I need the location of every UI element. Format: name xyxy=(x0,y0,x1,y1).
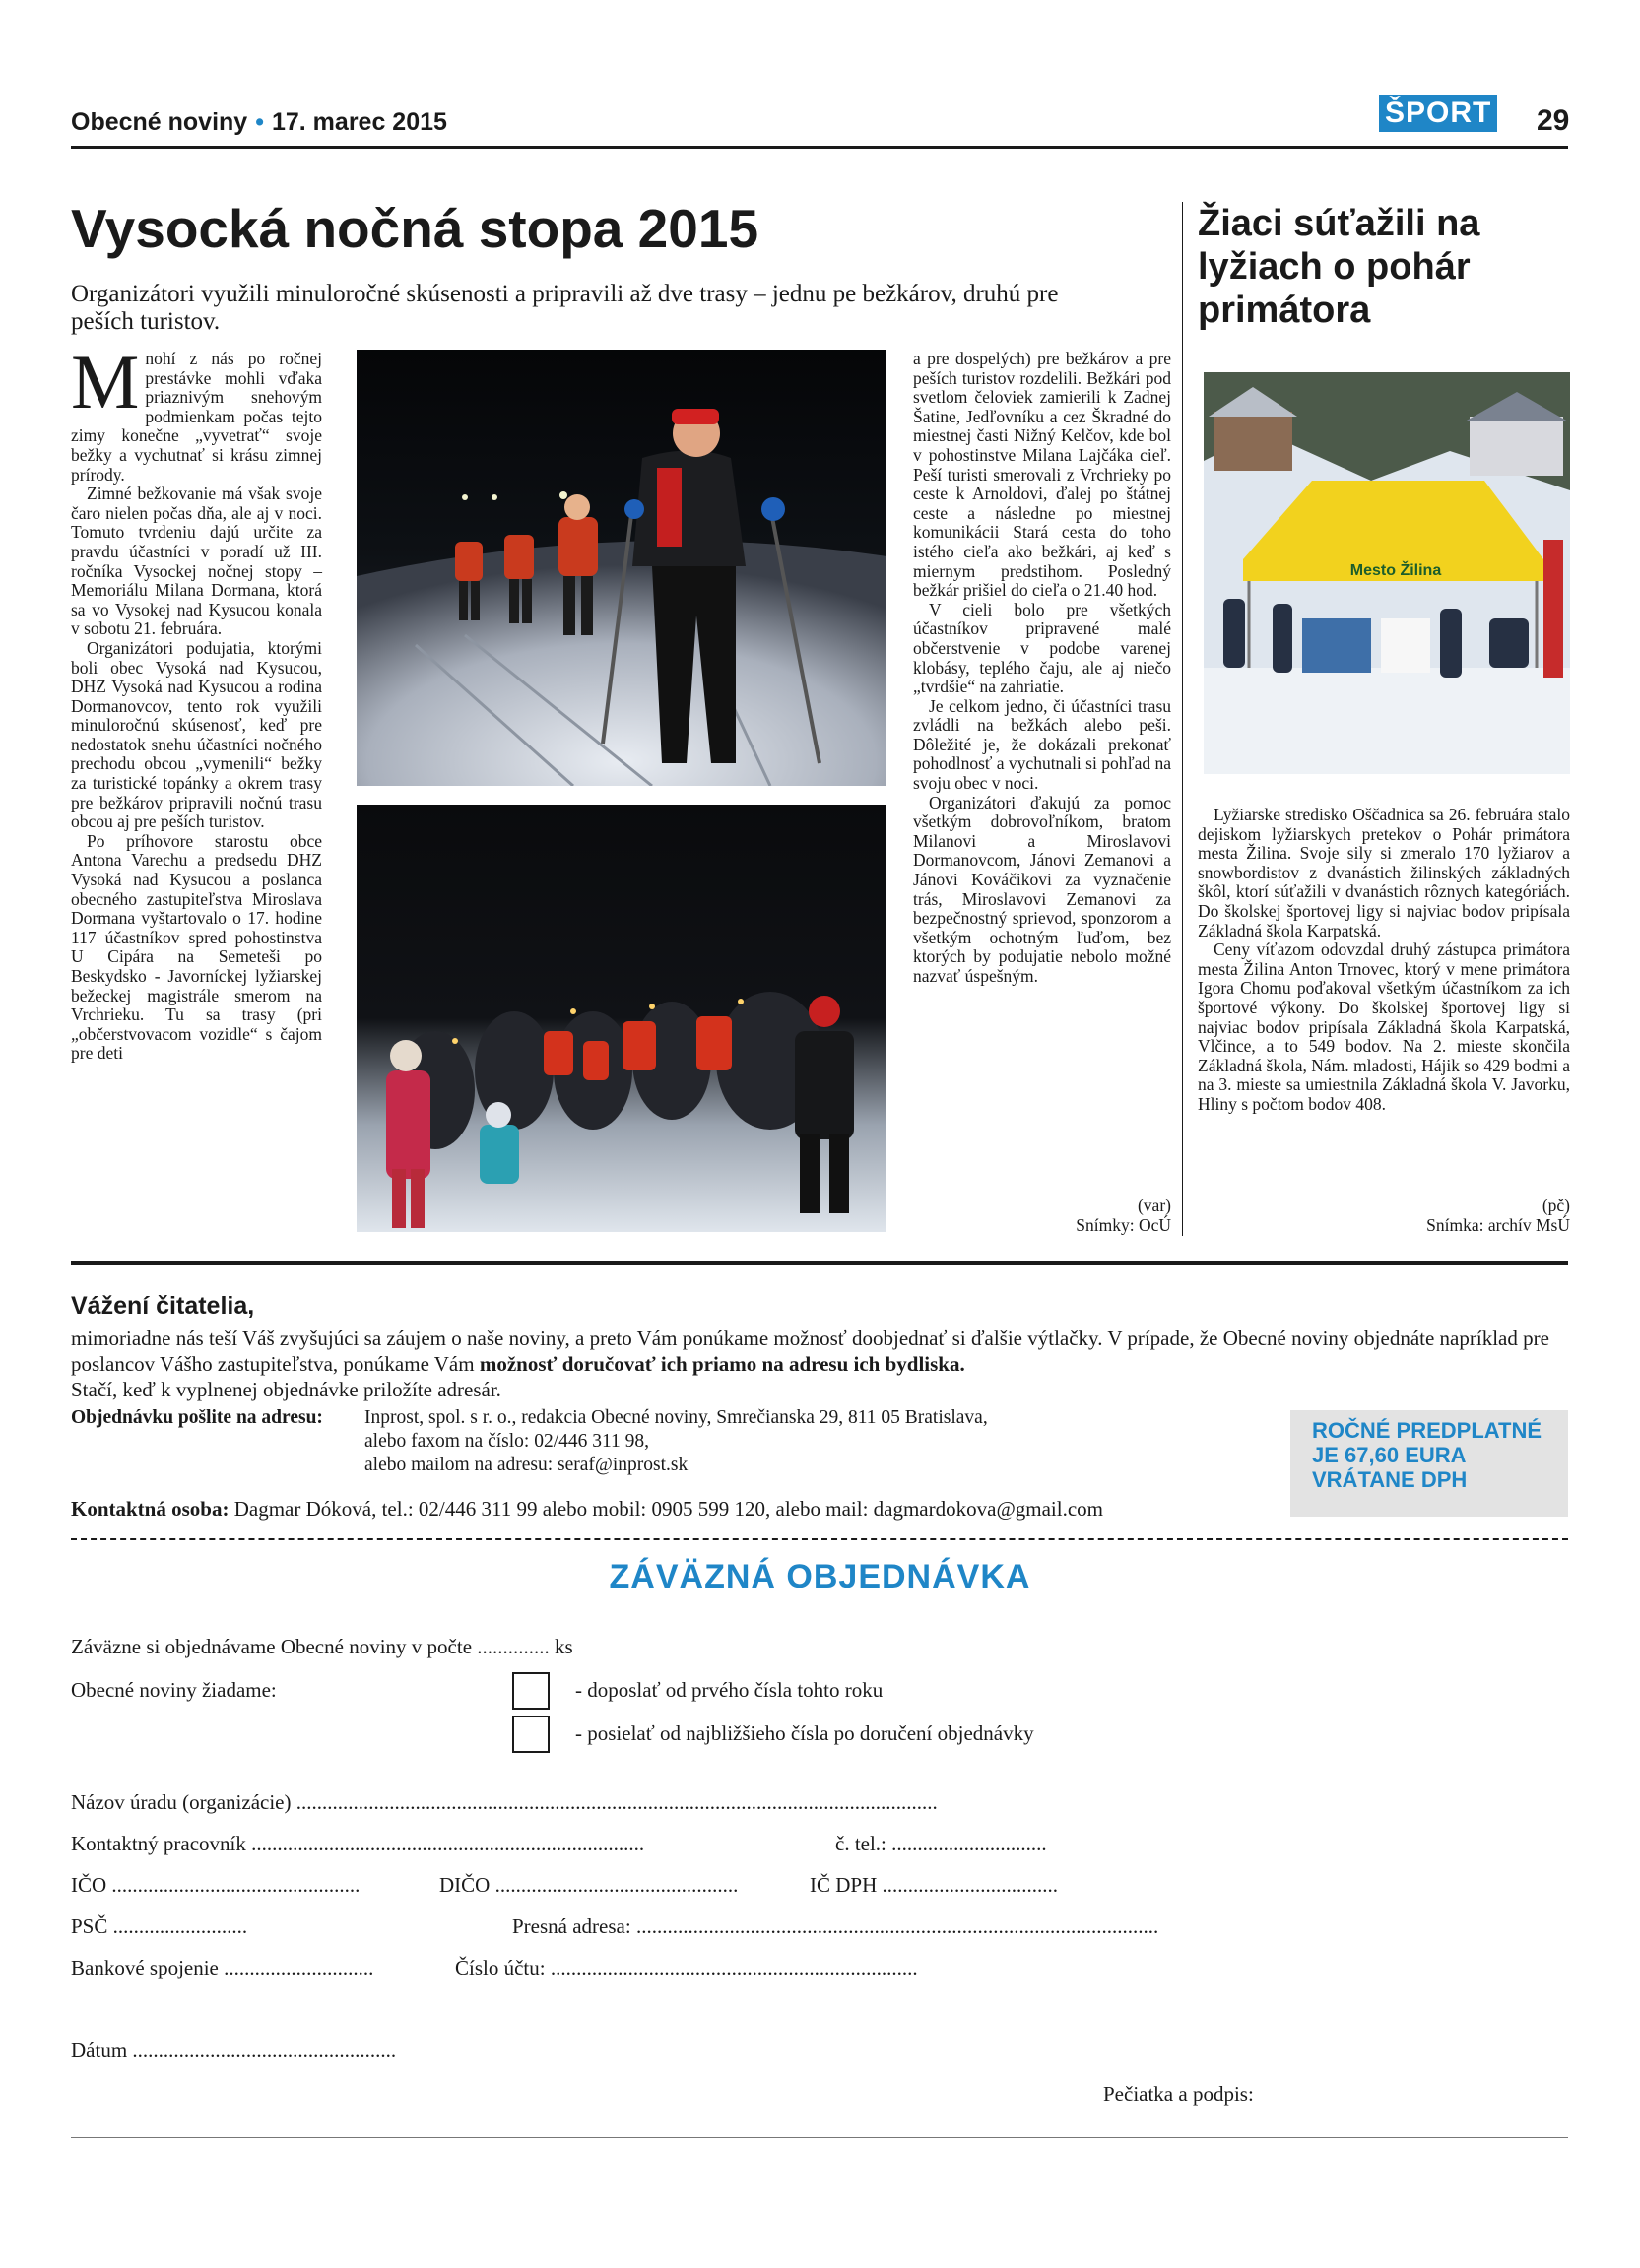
option-label-next-issue: - posielať od najbližšieho čísla po doručení objednávky xyxy=(575,1721,1034,1745)
paragraph: a pre dospelých) pre bežkárov a pre peších turistov rozdelili. Bežkári pod svetlom čeloviek zamierili k Zadnej Šatine, Jedľovníku a cez Škradné do miestnej časti Nižný Kelčov, kde bol v pohostinstve Milana Lajčáka cieľ. Peší turisti smerovali z Vrchrieky po ceste k Arnoldovi, ďalej po štátnej ceste a následne po miestnej komunikácii Stará cesta do toho istého cieľa ako bežkári, aj keď s miernym predstihom. Posledný bežkár prišiel do cieľa o 21.40 hod. xyxy=(913,349,1171,601)
issue-date: 17. marec 2015 xyxy=(271,108,447,136)
office-name-field[interactable]: Názov úradu (organizácie) ............................................................................................................................ xyxy=(71,1790,938,1814)
bottom-rule xyxy=(71,2137,1568,2138)
paragraph: Zimné bežkovanie má však svoje čaro nielen počas dňa, ale aj v noci. Tomuto tvrdeniu dajú určite za pravdu účastníci v poradí už III. ročníka Vysockej nočnej stopy – Memoriálu Milana Dormana, ktorá sa vo Vysokej nad Kysucou konala v sobotu 21. februára. xyxy=(71,484,322,639)
photo-credit: Snímky: OcÚ xyxy=(1076,1215,1171,1235)
separator: • xyxy=(255,108,264,136)
subscription-text: mimoriadne nás teší Váš zvyšujúci sa záujem o naše noviny, a preto Vám ponúkame možnosť doobjednať si ďalšie výtlačky. V prípade, že Obecné noviny objednáte napríklad pre poslancov Vášho zastupiteľstva, ponúkame Vám možnosť doručovať ich priamo na adresu ich bydliska. Stačí, keď k vyplnenej objednávke priložíte adresár. xyxy=(71,1327,1549,1401)
article-column-3 xyxy=(913,350,1171,987)
section-divider xyxy=(71,1261,1568,1265)
send-address: Inprost, spol. s r. o., redakcia Obecné noviny, Smrečianska 29, 811 05 Bratislava, alebo faxom na číslo: 02/446 311 98, alebo mailom na adresu: seraf@inprost.sk xyxy=(364,1406,1251,1477)
order-count-line[interactable]: Záväzne si objednávame Obecné noviny v počte .............. ks xyxy=(71,1635,573,1658)
publication-name: Obecné noviny xyxy=(71,108,248,136)
paragraph: Organizátori ďakujú za pomoc všetkým dobrovoľníkom, bratom Milanovi a Miroslavovi Dormanovcom, Jánovi Zemanovi a Jánovi Kováčikovi za vyznačenie trás, Miroslavovi Zemanovi za bezpečnostný sprievod, sponzorom a všetkým ochotným ľuďom, bez ktorých by podujatie nebolo možné nazvať úspešným. xyxy=(913,792,1171,986)
author-sign: (var) xyxy=(1137,1196,1171,1215)
paragraph: V cieli bolo pre všetkých účastníkov pripravené malé občerstvenie v podobe varenej klobásy, teplého čaju, ale aj niečo „tvrdšie“ na zahriatie. xyxy=(913,599,1171,697)
paragraph: Organizátori podujatia, ktorými boli obec Vysoká nad Kysucou, DHZ Vysoká nad Kysucou a rodina Dormanovcov, tento rok využili minuloročnú skúsenosť, keď pre nedostatok snehu účastníci nočného prechodu obcou „vymenili“ bežky za turistické topánky a okrem trasy pre bežkárov pripravili nočnú trasu obcou aj pre peších turistov. xyxy=(71,637,322,832)
column-divider xyxy=(1182,202,1183,1236)
contact-person: Kontaktná osoba: Dagmar Dóková, tel.: 02/446 311 99 alebo mobil: 0905 599 120, alebo mail: dagmardokova@gmail.com xyxy=(71,1497,1104,1521)
delivery-offer: možnosť doručovať ich priamo na adresu ich bydliska. xyxy=(479,1352,965,1376)
side-article-body xyxy=(1198,806,1570,1115)
date-field[interactable]: Dátum ................................................... xyxy=(71,2039,397,2062)
header-rule xyxy=(71,146,1568,149)
article-title: Vysocká nočná stopa 2015 xyxy=(71,198,759,259)
paragraph: nohí z nás po ročnej prestávke mohli vďaka priaznivým snehovým podmienkam počas tejto zimy konečne „vyvetrať“ svoje bežky a vychutnať si krásu zimnej prírody. xyxy=(71,349,322,485)
tent-banner: Mesto Žilina xyxy=(1349,562,1442,579)
account-field[interactable]: Číslo účtu: ....................................................................... xyxy=(455,1956,918,1979)
paragraph: Je celkom jedno, či účastníci trasu zvládli na bežkách alebo peši. Dôležité je, že dokázali prekonať pohodlnosť a vychutnali si pohľad na svoju obec v noci. xyxy=(913,695,1171,794)
side-article-title: Žiaci súťažili na lyžiach o pohár primátora xyxy=(1198,203,1480,331)
page-number: 29 xyxy=(1537,104,1570,137)
photo-night-skiers xyxy=(357,350,886,786)
psc-field[interactable]: PSČ .......................... xyxy=(71,1914,248,1938)
subscription-heading: Vážení čitatelia, xyxy=(71,1292,255,1320)
address-field[interactable]: Presná adresa: ..................................................................................................... xyxy=(512,1914,1159,1938)
option-checkbox-next-issue[interactable] xyxy=(512,1716,550,1753)
email-link[interactable]: alebo mailom na adresu: seraf@inprost.sk xyxy=(364,1455,689,1475)
order-form-title: ZÁVÄZNÁ OBJEDNÁVKA xyxy=(609,1558,1031,1595)
signature-label: Pečiatka a podpis: xyxy=(1103,2082,1254,2106)
masthead xyxy=(71,108,447,137)
drop-cap: M xyxy=(71,339,140,424)
send-address-label: Objednávku pošlite na adresu: xyxy=(71,1407,323,1428)
contact-person-field[interactable]: Kontaktný pracovník ............................................................................ xyxy=(71,1832,645,1855)
paragraph: Po príhovore starostu obce Antona Varechu a predsedu DHZ Vysoká nad Kysucou a poslanca obecného zastupiteľstva Miroslava Dormana vyštartovalo o 17. hodine 117 účastníkov spred pohostinstva U Cipára na Semeteši po Beskydsko - Javorníckej lyžiarskej bežeckej magistrále smerom na Vrchrieku. Tu sa trasy (pri „občerstvovacom vozidle“ s čajom pre deti xyxy=(71,830,322,1064)
cut-line xyxy=(71,1538,1568,1540)
bank-field[interactable]: Bankové spojenie ............................. xyxy=(71,1956,374,1979)
ic-dph-field[interactable]: IČ DPH .................................. xyxy=(810,1873,1059,1897)
rubric-label: ŠPORT xyxy=(1379,95,1497,132)
request-label: Obecné noviny žiadame: xyxy=(71,1678,277,1702)
phone-field[interactable]: č. tel.: .............................. xyxy=(835,1832,1047,1855)
paragraph: Ceny víťazom odovzdal druhý zástupca primátora mesta Žilina Anton Trnovec, ktorý v mene primátora Igora Chomu poďakoval všetkým účastníkom za ich športové výkony. Do školskej športovej ligy si najviac bodov pripísala Základná škola Karpatská, Vlčince, a to 549 bodov. Na 2. mieste skončila Základná škola, Nám. mladosti, Hájik so 429 bodmi a na 3. mieste sa umiestnila Základná škola V. Javorku, Hliny s počtom bodov 408. xyxy=(1198,940,1570,1114)
paragraph: Lyžiarske stredisko Oščadnica sa 26. februára stalo dejiskom lyžiarskych pretekov o Pohár primátora mesta Žilina. Svoje sily si zmeralo 170 lyžiarov a snowbordistov z dvanástich žilinských základných škôl, ktorí súťažili v dvanástich rôznych kategóriách. Do školskej športovej ligy si najviac bodov pripísala Základná škola Karpatská. xyxy=(1198,805,1570,940)
article-lead: Organizátori využili minuloročné skúsenosti a pripravili až dve trasy – jednu pe bežkárov, druhú pre peších turistov. xyxy=(71,281,1059,335)
dic-field[interactable]: DIČO ............................................... xyxy=(439,1873,739,1897)
ico-field[interactable]: IČO ................................................ xyxy=(71,1873,361,1897)
option-checkbox-first-issue[interactable] xyxy=(512,1672,550,1710)
photo-crowd-start xyxy=(357,805,886,1232)
option-label-first-issue: - doposlať od prvého čísla tohto roku xyxy=(575,1678,884,1702)
subscription-price-box: ROČNÉ PREDPLATNÉ JE 67,60 EURA VRÁTANE DPH xyxy=(1290,1410,1568,1517)
side-author-sign: (pč) xyxy=(1542,1196,1570,1215)
side-photo-credit: Snímka: archív MsÚ xyxy=(1426,1215,1570,1235)
article-column-1 xyxy=(71,339,322,1064)
photo-ski-event-tent xyxy=(1204,372,1570,774)
